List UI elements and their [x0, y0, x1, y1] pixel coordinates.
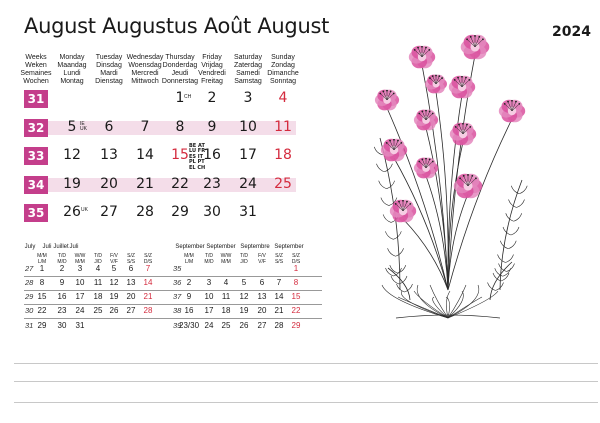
mini-day: 17 — [75, 292, 85, 301]
day-cell: 20 — [100, 176, 118, 192]
flower-head — [425, 75, 447, 94]
mini-day: 3 — [77, 264, 83, 273]
day-cell: 31 — [239, 204, 257, 220]
day-cell: 30 — [203, 204, 221, 220]
day-header: Friday Vrijdag Vendredi Freitag — [198, 54, 226, 85]
mini-weekday: F/V V/F — [110, 253, 118, 265]
mini-day: 4 — [223, 278, 229, 287]
flower-head — [450, 123, 476, 146]
mini-day: 22 — [37, 306, 47, 315]
mini-day: 23 — [57, 306, 67, 315]
holiday-note: IE UK — [80, 121, 87, 132]
mini-day: 4 — [95, 264, 101, 273]
mini-weekday: S/Z D/S — [143, 253, 153, 265]
stem — [396, 248, 404, 256]
day-header: Saturday Zaterdag Samedi Samstag — [233, 54, 263, 85]
day-cell: 23 — [203, 176, 221, 192]
day-cell: 9 — [207, 119, 217, 135]
mini-day: 12 — [109, 278, 119, 287]
mini-day: 27 — [126, 306, 136, 315]
mini-day: 10 — [75, 278, 85, 287]
stem — [381, 198, 389, 206]
stem — [385, 231, 393, 239]
mini-week-number: 28 — [25, 278, 34, 287]
mini-weekday: T/D J/D — [93, 253, 103, 265]
mini-day: 1 — [39, 264, 45, 273]
week-number: 35 — [24, 204, 48, 222]
mini-day: 16 — [57, 292, 67, 301]
mini-day: 27 — [257, 321, 267, 330]
day-cell: 27 — [100, 204, 118, 220]
flower-head — [375, 90, 399, 111]
stem — [506, 255, 514, 263]
mini-day: 2 — [186, 278, 192, 287]
flower-head — [381, 139, 407, 162]
mini-weekday: M/M L/M — [37, 253, 47, 265]
mini-weekday: T/D M/D — [57, 253, 67, 265]
day-cell: 15 — [171, 147, 189, 163]
mini-day: 29 — [291, 321, 301, 330]
mini-weekday: T/D M/D — [204, 253, 214, 265]
mini-weekday: W/W M/M — [220, 253, 232, 265]
mini-month-name: Juli — [69, 244, 79, 250]
mini-day: 28 — [143, 306, 153, 315]
stem — [414, 291, 448, 318]
mini-day: 1 — [293, 264, 299, 273]
mini-day: 24 — [75, 306, 85, 315]
stem — [514, 213, 522, 221]
mini-month-name: July — [24, 244, 36, 250]
stem — [398, 265, 406, 273]
mini-weekday: W/W M/M — [74, 253, 86, 265]
calendar-year: 2024 — [552, 24, 591, 40]
stem — [508, 241, 516, 249]
stem — [384, 164, 392, 172]
mini-day: 21 — [274, 306, 284, 315]
mini-month-name: September — [175, 244, 205, 250]
day-cell: 6 — [104, 119, 114, 135]
flower-head — [390, 200, 416, 223]
stem — [390, 265, 398, 273]
holiday-note: UK — [81, 207, 88, 213]
mini-month-name: Juli — [42, 244, 52, 250]
day-cell: 12 — [63, 147, 81, 163]
mini-weekday: M/M L/M — [184, 253, 194, 265]
day-cell: 25 — [274, 176, 292, 192]
day-cell: 21 — [136, 176, 154, 192]
mini-week-number: 37 — [173, 292, 182, 301]
day-cell: 11 — [274, 119, 292, 135]
mini-month-name: September — [274, 244, 304, 250]
mini-day: 19 — [109, 292, 119, 301]
mini-day: 20 — [126, 292, 136, 301]
mini-day: 26 — [109, 306, 119, 315]
mini-day: 3 — [206, 278, 212, 287]
flower-head — [414, 158, 438, 179]
day-cell: 17 — [239, 147, 257, 163]
mini-day: 2 — [59, 264, 65, 273]
mini-day: 28 — [274, 321, 284, 330]
mini-day: 6 — [259, 278, 265, 287]
mini-day: 5 — [111, 264, 117, 273]
mini-day: 9 — [186, 292, 192, 301]
mini-month-name: September — [206, 244, 236, 250]
day-cell: 13 — [100, 147, 118, 163]
flower-head — [454, 174, 483, 198]
day-cell: 8 — [175, 119, 185, 135]
mini-weekday: S/Z S/S — [274, 253, 284, 265]
mini-day: 7 — [276, 278, 282, 287]
day-header: Sunday Zondag Dimanche Sonntag — [267, 54, 299, 85]
mini-day: 25 — [93, 306, 103, 315]
mini-day: 19 — [239, 306, 249, 315]
mini-weekday: T/D J/D — [239, 253, 249, 265]
holiday-note: BE AT LU FR ES IT PL PT EL CH — [189, 143, 206, 171]
day-cell: 22 — [171, 176, 189, 192]
mini-day: 22 — [291, 306, 301, 315]
flower-head — [414, 110, 438, 131]
mini-day: 15 — [37, 292, 47, 301]
stem — [405, 284, 413, 292]
day-cell: 28 — [136, 204, 154, 220]
stem — [501, 273, 509, 281]
mini-week-number: 29 — [25, 292, 34, 301]
day-cell: 10 — [239, 119, 257, 135]
day-cell: 5 — [67, 119, 77, 135]
mini-day: 16 — [184, 306, 194, 315]
flower-head — [499, 100, 525, 123]
mini-day: 30 — [57, 321, 67, 330]
stem — [397, 284, 405, 292]
day-cell: 14 — [136, 147, 154, 163]
mini-day: 23/30 — [179, 321, 200, 330]
mini-month-name: Septembre — [240, 244, 270, 250]
mini-day: 31 — [75, 321, 85, 330]
day-header: Tuesday Dinsdag Mardi Dienstag — [95, 54, 123, 85]
mini-day: 8 — [39, 278, 45, 287]
calendar-title: August Augustus Août August — [24, 14, 330, 38]
stem — [499, 264, 507, 272]
week-number: 31 — [24, 90, 48, 108]
stem — [507, 264, 515, 272]
mini-day: 13 — [126, 278, 136, 287]
flower-head — [461, 35, 490, 59]
day-cell: 16 — [203, 147, 221, 163]
stem — [391, 276, 399, 284]
stem — [376, 164, 384, 172]
stem — [403, 219, 448, 290]
day-cell: 18 — [274, 147, 292, 163]
mini-day: 24 — [204, 321, 214, 330]
day-cell: 19 — [63, 176, 81, 192]
day-cell: 29 — [171, 204, 189, 220]
mini-day: 17 — [204, 306, 214, 315]
mini-week-number: 35 — [173, 264, 182, 273]
mini-day: 14 — [143, 278, 153, 287]
stem — [383, 214, 391, 222]
stem — [496, 283, 504, 291]
mini-day: 10 — [204, 292, 214, 301]
mini-day: 14 — [274, 292, 284, 301]
mini-week-number: 36 — [173, 278, 182, 287]
holiday-note: CH — [184, 94, 192, 100]
mini-day: 25 — [221, 321, 231, 330]
flower-head — [449, 76, 475, 99]
mini-day: 6 — [128, 264, 134, 273]
mini-day: 20 — [257, 306, 267, 315]
mini-day: 11 — [221, 292, 231, 301]
stem — [448, 142, 463, 290]
mini-week-number: 31 — [25, 321, 34, 330]
stem — [509, 200, 517, 208]
day-cell: 24 — [239, 176, 257, 192]
week-number: 32 — [24, 119, 48, 137]
day-header: Weeks Weken Semaines Wochen — [20, 54, 52, 85]
mini-week-number: 39 — [173, 321, 182, 330]
day-cell: 3 — [243, 90, 253, 106]
mini-day: 8 — [293, 278, 299, 287]
mini-day: 21 — [143, 292, 153, 301]
day-cell: 1 — [175, 90, 185, 106]
stem — [503, 268, 511, 276]
stem — [401, 291, 448, 318]
mini-week-number: 30 — [25, 306, 34, 315]
mini-day: 15 — [291, 292, 301, 301]
day-cell: 7 — [140, 119, 150, 135]
week-number: 34 — [24, 176, 48, 194]
mini-day: 18 — [93, 292, 103, 301]
stem — [388, 248, 396, 256]
mini-day: 7 — [145, 264, 151, 273]
mini-month-name: Juillet — [53, 244, 69, 250]
mini-weekday: S/Z D/S — [291, 253, 301, 265]
mini-day: 18 — [221, 306, 231, 315]
day-cell: 2 — [207, 90, 217, 106]
mini-day: 9 — [59, 278, 65, 287]
mini-weekday: F/V V/F — [258, 253, 266, 265]
day-header: Thursday Donderdag Jeudi Donnerstag — [161, 54, 199, 85]
flower-head — [409, 46, 435, 69]
mini-day: 13 — [257, 292, 267, 301]
mini-day: 29 — [37, 321, 47, 330]
stem — [511, 227, 519, 235]
mini-day: 5 — [241, 278, 247, 287]
mini-weekday: S/Z S/S — [126, 253, 136, 265]
week-number: 33 — [24, 147, 48, 165]
stem — [495, 268, 503, 276]
stem — [517, 200, 525, 208]
mini-week-number: 27 — [25, 264, 34, 273]
day-header: Monday Maandag Lundi Montag — [57, 54, 87, 85]
mini-day: 11 — [93, 278, 103, 287]
mini-day: 12 — [239, 292, 249, 301]
day-cell: 4 — [278, 90, 288, 106]
day-cell: 26 — [63, 204, 81, 220]
mini-day: 26 — [239, 321, 249, 330]
stem — [379, 181, 387, 189]
stem — [519, 186, 527, 194]
mini-week-number: 38 — [173, 306, 182, 315]
day-header: Wednesday Woensdag Mercredi Mittwoch — [126, 54, 164, 85]
